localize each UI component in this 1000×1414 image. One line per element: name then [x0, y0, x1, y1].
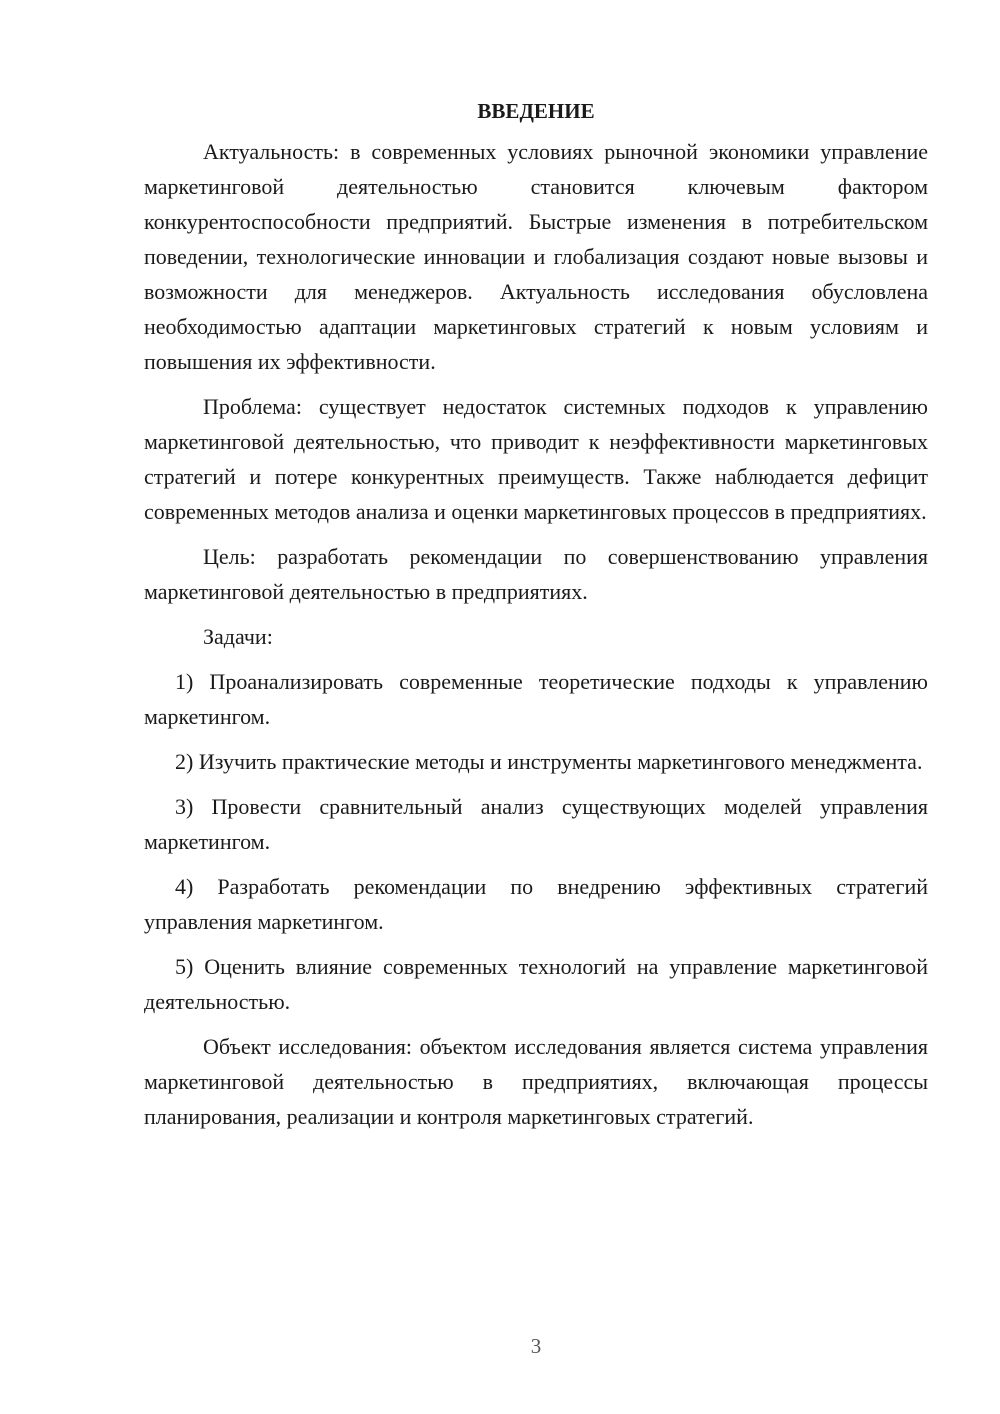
paragraph-problem: Проблема: существует недостаток системных подходов к управлению маркетинговой деятельностью, что приводит к неэффективности маркетинговых стратегий и потере конкурентных преимуществ. Также наблюдается дефицит современных методов анализа и оценки маркетинговых процессов в предприятиях.: [144, 394, 928, 524]
task-item-3: 3) Провести сравнительный анализ существующих моделей управления маркетингом.: [144, 794, 928, 854]
section-heading: ВВЕДЕНИЕ: [477, 99, 595, 123]
tasks-label: Задачи:: [203, 624, 273, 649]
task-item-4: 4) Разработать рекомендации по внедрению эффективных стратегий управления маркетингом.: [144, 874, 928, 934]
page-number: 3: [530, 1334, 542, 1358]
paragraph-goal: Цель: разработать рекомендации по совершенствованию управления маркетинговой деятельностью в предприятиях.: [144, 544, 928, 604]
document-page: [144, 92, 928, 1144]
task-item-1: 1) Проанализировать современные теоретические подходы к управлению маркетингом.: [144, 669, 928, 729]
paragraph-object: Объект исследования: объектом исследования является система управления маркетинговой деятельностью в предприятиях, включающая процессы планирования, реализации и контроля маркетинговых стратегий.: [144, 1034, 928, 1129]
task-item-2: 2) Изучить практические методы и инструменты маркетингового менеджмента.: [175, 749, 923, 774]
paragraph-relevance: Актуальность: в современных условиях рыночной экономики управление маркетинговой деятельностью становится ключевым фактором конкурентоспособности предприятий. Быстрые изменения в потребительском поведении, технологические инновации и глобализация создают новые вызовы и возможности для менеджеров. Актуальность исследования обусловлена необходимостью адаптации маркетинговых стратегий к новым условиям и повышения их эффективности.: [144, 139, 928, 374]
task-item-5: 5) Оценить влияние современных технологий на управление маркетинговой деятельностью.: [144, 954, 928, 1014]
